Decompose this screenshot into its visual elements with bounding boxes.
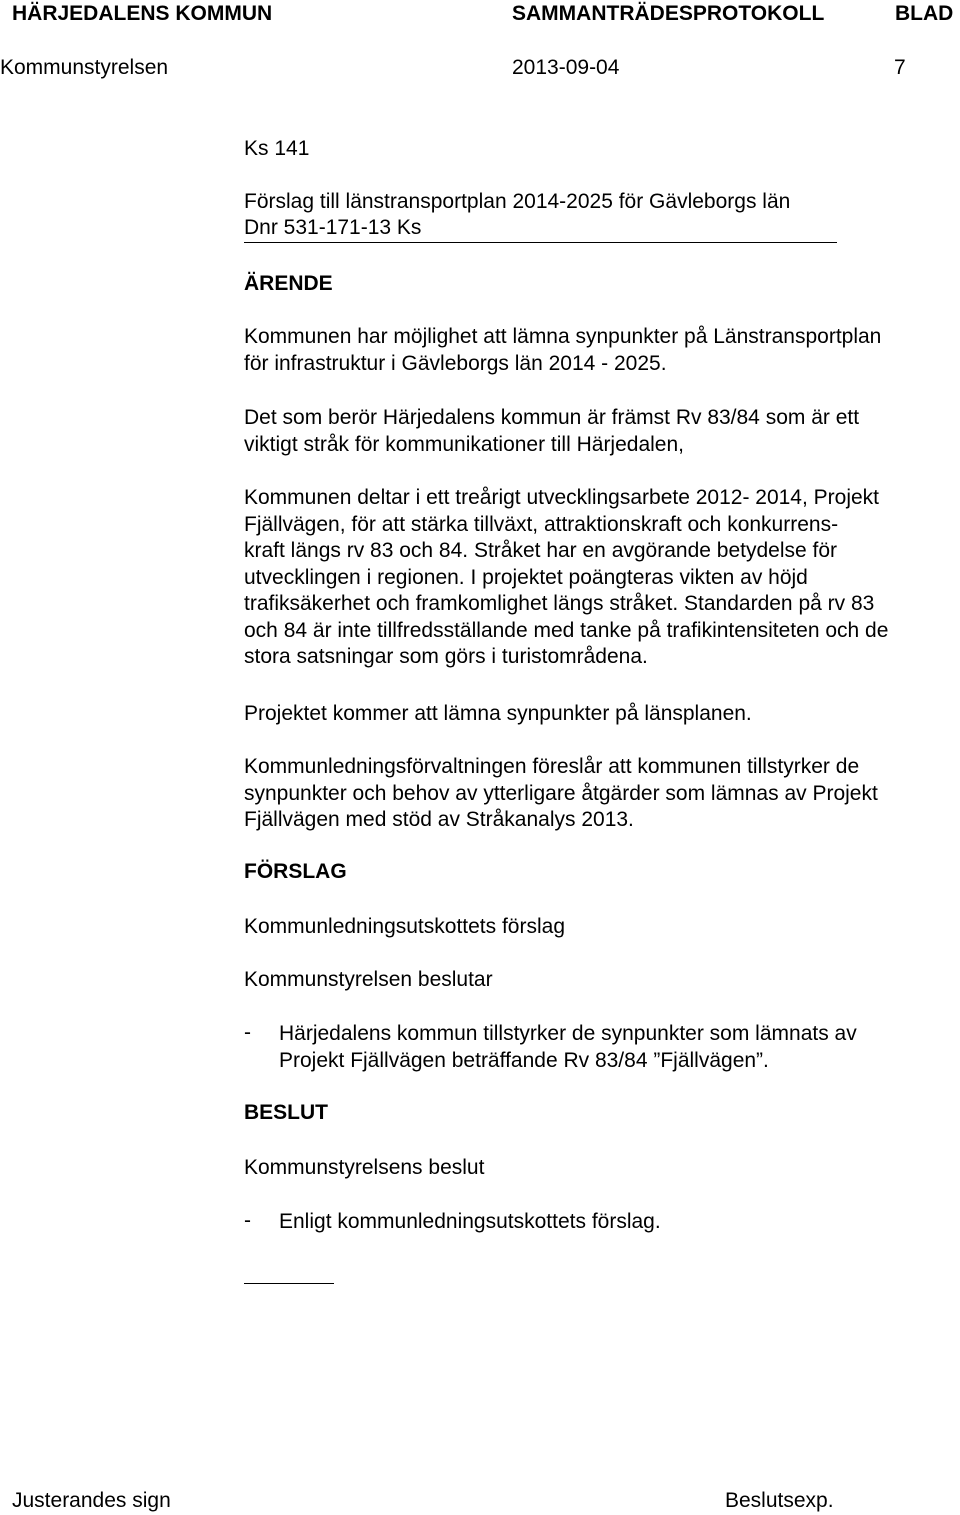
municipality-name: HÄRJEDALENS KOMMUN [12, 2, 273, 25]
beslut-bullet-text: Enligt kommunledningsutskottets förslag. [279, 1210, 661, 1233]
forslag-bullet-dash: - [244, 1021, 251, 1044]
document-type: SAMMANTRÄDESPROTOKOLL [512, 2, 825, 25]
arende-paragraph-2: Det som berör Härjedalens kommun är främst Rv 83/84 som är ett viktigt stråk för kommunikationer till Härjedalen, [244, 406, 860, 456]
page-number: 7 [894, 56, 906, 79]
section-heading-forslag: FÖRSLAG [244, 860, 347, 883]
meeting-date: 2013-09-04 [512, 56, 620, 79]
case-dnr: Dnr 531-171-13 Ks [244, 216, 422, 239]
footer-beslutsexp: Beslutsexp. [725, 1489, 834, 1512]
committee-name: Kommunstyrelsen [0, 56, 169, 79]
title-underline [244, 242, 837, 243]
arende-paragraph-4: Projektet kommer att lämna synpunkter på länsplanen. [244, 702, 752, 725]
forslag-subheading-board: Kommunstyrelsen beslutar [244, 968, 493, 991]
end-rule [244, 1283, 334, 1284]
arende-paragraph-3: Kommunen deltar i ett treårigt utvecklingsarbete 2012- 2014, Projekt Fjällvägen, för att stärka tillväxt, attraktionskraft och konkurrens- kraft längs rv 83 och 84. Stråket har en avgörande betydelse för utvecklingen i regionen. I projektet poängteras vikten av höjd trafiksäkerhet och framkomlighet längs stråket. Standarden på rv 83 och 84 är inte tillfredsställande med tanke på trafikintensiteten och de stora satsningar som görs i turistområdena. [244, 486, 889, 668]
section-heading-beslut: BESLUT [244, 1101, 328, 1124]
forslag-subheading-committee: Kommunledningsutskottets förslag [244, 915, 565, 938]
page-label: BLAD [895, 2, 954, 25]
section-heading-arende: ÄRENDE [244, 272, 333, 295]
forslag-bullet-text: Härjedalens kommun tillstyrker de synpunkter som lämnats av Projekt Fjällvägen beträffande Rv 83/84 ”Fjällvägen”. [279, 1022, 857, 1072]
beslut-bullet-dash: - [244, 1209, 251, 1232]
arende-paragraph-5: Kommunledningsförvaltningen föreslår att kommunen tillstyrker de synpunkter och behov av ytterligare åtgärder som lämnas av Projekt Fjällvägen med stöd av Stråkanalys 2013. [244, 755, 878, 831]
footer-justerandes-sign: Justerandes sign [12, 1489, 171, 1512]
case-title: Förslag till länstransportplan 2014-2025 för Gävleborgs län [244, 190, 791, 213]
paragraph-number: Ks 141 [244, 137, 310, 160]
beslut-subheading: Kommunstyrelsens beslut [244, 1156, 485, 1179]
arende-paragraph-1: Kommunen har möjlighet att lämna synpunkter på Länstransportplan för infrastruktur i Gävleborgs län 2014 - 2025. [244, 325, 882, 375]
